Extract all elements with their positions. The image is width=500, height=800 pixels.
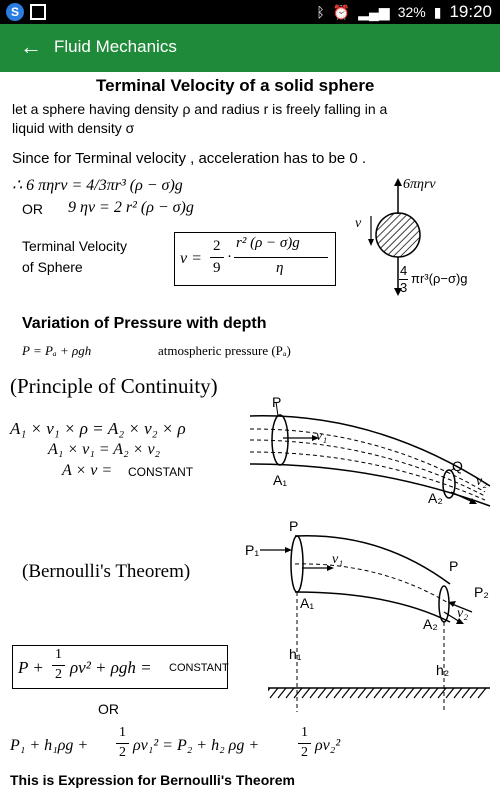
document-content	[0, 72, 500, 800]
terminal-formula-den: 9	[213, 260, 221, 276]
terminal-formula-num: 2	[213, 238, 221, 254]
continuity-heading: (Principle of Continuity)	[10, 374, 218, 398]
cross-section-A1	[272, 415, 288, 465]
battery-percent: 32%	[397, 4, 426, 20]
terminal-formula-num2: r² (ρ − σ)g	[236, 235, 300, 251]
terminal-heading: Terminal Velocity of a solid sphere	[96, 76, 375, 95]
bernoulli-box-mid: ρv² + ρgh =	[70, 658, 152, 677]
image-notification-icon	[30, 4, 46, 20]
terminal-formula-den2: η	[276, 260, 284, 276]
bernoulli-label-P-right: P	[449, 558, 459, 574]
pressure-note: atmospheric pressure (Pₐ)	[158, 343, 291, 358]
ground-hatching	[268, 686, 490, 702]
bernoulli-eq-half-num-1: 1	[119, 725, 126, 740]
bernoulli-eq-half-den-1: 2	[119, 745, 126, 760]
bernoulli-caption: This is Expression for Bernoulli's Theorem	[10, 772, 295, 788]
bernoulli-eq-half-num-2: 1	[301, 725, 308, 740]
falling-sphere-diagram	[350, 172, 500, 322]
bernoulli-label-v2: v₂	[457, 606, 469, 621]
bernoulli-box-lhs: P +	[18, 658, 44, 677]
bernoulli-label-A2: A₂	[423, 616, 438, 632]
back-arrow-icon[interactable]: ←	[20, 34, 42, 59]
battery-icon: ▮	[433, 3, 442, 20]
bluetooth-icon: ᛒ	[316, 4, 325, 20]
app-bar	[0, 24, 500, 72]
bernoulli-or: OR	[98, 701, 119, 717]
continuity-eq1: A₁ × v₁ × ρ = A₂ × v₂ × ρ	[10, 419, 186, 438]
terminal-formula-lhs: v =	[180, 250, 202, 267]
bernoulli-box-half-den: 2	[55, 667, 62, 682]
bernoulli-eq-part-c: ρv₂²	[315, 737, 341, 754]
terminal-formula-dot: ·	[227, 249, 232, 265]
diagram-weight-num: 4	[400, 263, 408, 278]
diagram-velocity-label: v	[355, 216, 362, 231]
terminal-or: OR	[22, 201, 43, 217]
terminal-fraction-bar-2	[234, 257, 328, 258]
terminal-intro-line1: let a sphere having density ρ and radius r is freely falling in a	[12, 101, 388, 117]
bernoulli-label-P2: P₂	[474, 584, 489, 600]
terminal-equation-2: 9 ηv = 2 r² (ρ − σ)g	[68, 199, 194, 216]
bernoulli-section-A2	[439, 586, 449, 622]
continuity-eq3-lhs: A × v =	[62, 462, 113, 479]
continuity-label-v1: v₁	[316, 429, 328, 444]
bernoulli-eq-part-b: ρv₁² = P₂ + h₂ ρg +	[133, 737, 260, 754]
continuity-tube-diagram	[245, 392, 500, 522]
alarm-icon: ⏰	[332, 3, 351, 20]
bernoulli-box-half-num: 1	[55, 647, 62, 662]
bernoulli-label-h2: h₂	[436, 662, 450, 678]
bernoulli-box-fraction-bar	[52, 665, 65, 666]
continuity-label-Q: Q	[452, 458, 463, 474]
status-bar	[0, 0, 500, 24]
bernoulli-heading: (Bernoulli's Theorem)	[22, 561, 191, 582]
continuity-label-A2: A₂	[428, 490, 443, 506]
bernoulli-label-P1: P₁	[245, 542, 260, 558]
pressure-heading: Variation of Pressure with depth	[22, 315, 267, 332]
bernoulli-eq-half-den-2: 2	[301, 745, 308, 760]
page-title: Fluid Mechanics	[54, 37, 177, 56]
continuity-eq2: A₁ × v₁ = A₂ × v₂	[48, 441, 161, 458]
bernoulli-eq-part-a: P₁ + h₁ρg +	[10, 737, 89, 754]
continuity-label-v2: v₂	[476, 474, 488, 489]
signal-icon: ▂▄▆	[358, 3, 390, 20]
continuity-eq3-constant: CONSTANT	[128, 465, 194, 479]
continuity-label-A1: A₁	[273, 472, 288, 488]
bernoulli-label-A1: A₁	[300, 595, 315, 611]
sphere	[376, 213, 420, 257]
bernoulli-eq-fraction-bar-2	[298, 743, 311, 744]
terminal-label-line1: Terminal Velocity	[22, 238, 128, 254]
bernoulli-label-h1: h₁	[289, 646, 302, 662]
terminal-fraction-bar-1	[210, 257, 224, 258]
terminal-equation-1: ∴ 6 πηrv = 4/3πr³ (ρ − σ)g	[12, 177, 183, 194]
terminal-intro-line2: liquid with density σ	[12, 120, 135, 136]
app-s-icon: S	[6, 3, 24, 21]
system-indicators	[316, 2, 492, 22]
diagram-weight-den: 3	[400, 280, 408, 295]
pressure-formula: P = Pₐ + ρgh	[22, 343, 92, 358]
bernoulli-label-v1: v₁	[332, 552, 344, 567]
diagram-weight-rest: πr³(ρ−σ)g	[411, 271, 468, 286]
clock: 19:20	[449, 2, 492, 21]
terminal-condition: Since for Terminal velocity , acceleration has to be 0 .	[12, 150, 367, 167]
bernoulli-label-P-left: P	[289, 518, 299, 534]
continuity-label-P: P	[272, 394, 282, 410]
diagram-drag-force-label: 6πηrv	[403, 177, 436, 192]
bernoulli-box-constant: CONSTANT	[169, 662, 229, 674]
bernoulli-eq-fraction-bar-1	[116, 743, 129, 744]
terminal-label-line2: of Sphere	[22, 259, 83, 275]
notification-icons	[6, 3, 46, 21]
